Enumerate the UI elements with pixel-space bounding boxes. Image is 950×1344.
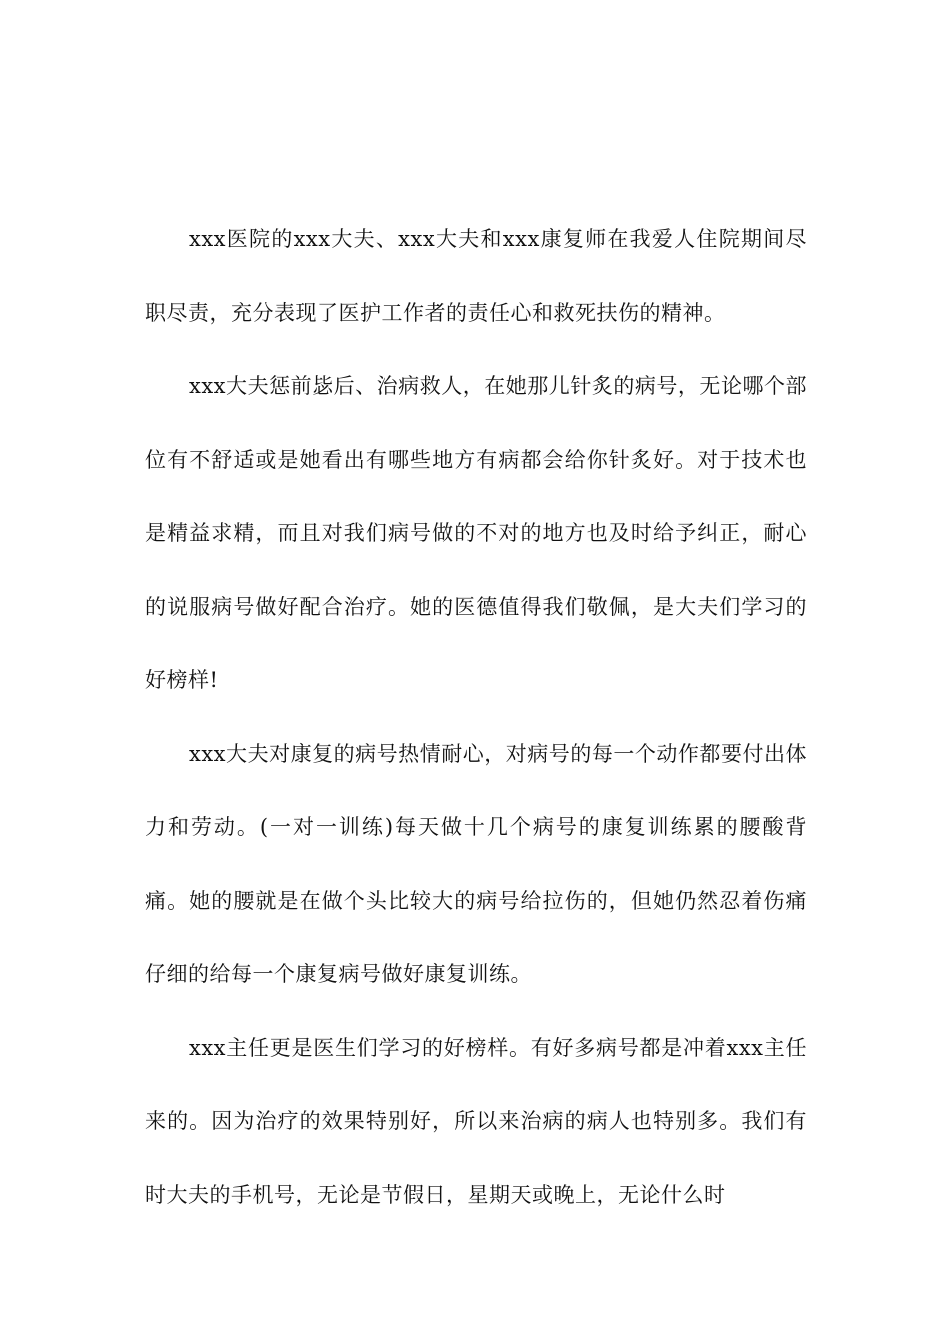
paragraph-3: xxx大夫对康复的病号热情耐心，对病号的每一个动作都要付出体力和劳动。(一对一训练)每天做十几个病号的康复训练累的腰酸背痛。她的腰就是在做个头比较大的病号给拉伤的，但她仍然忍着伤痛仔细的给每一个康复病号做好康复训练。 [145, 741, 807, 986]
paragraph-1: xxx医院的xxx大夫、xxx大夫和xxx康复师在我爱人住院期间尽职尽责，充分表现了医护工作者的责任心和救死扶伤的精神。 [145, 227, 807, 325]
document-body [145, 203, 807, 1232]
paragraph-4: xxx主任更是医生们学习的好榜样。有好多病号都是冲着xxx主任来的。因为治疗的效果特别好，所以来治病的病人也特别多。我们有时大夫的手机号，无论是节假日，星期天或晚上，无论什么时 [145, 1035, 807, 1207]
paragraph-2: xxx大夫惩前毖后、治病救人，在她那儿针炙的病号，无论哪个部位有不舒适或是她看出有哪些地方有病都会给你针炙好。对于技术也是精益求精，而且对我们病号做的不对的地方也及时给予纠正，耐心的说服病号做好配合治疗。她的医德值得我们敬佩，是大夫们学习的好榜样! [145, 374, 807, 692]
